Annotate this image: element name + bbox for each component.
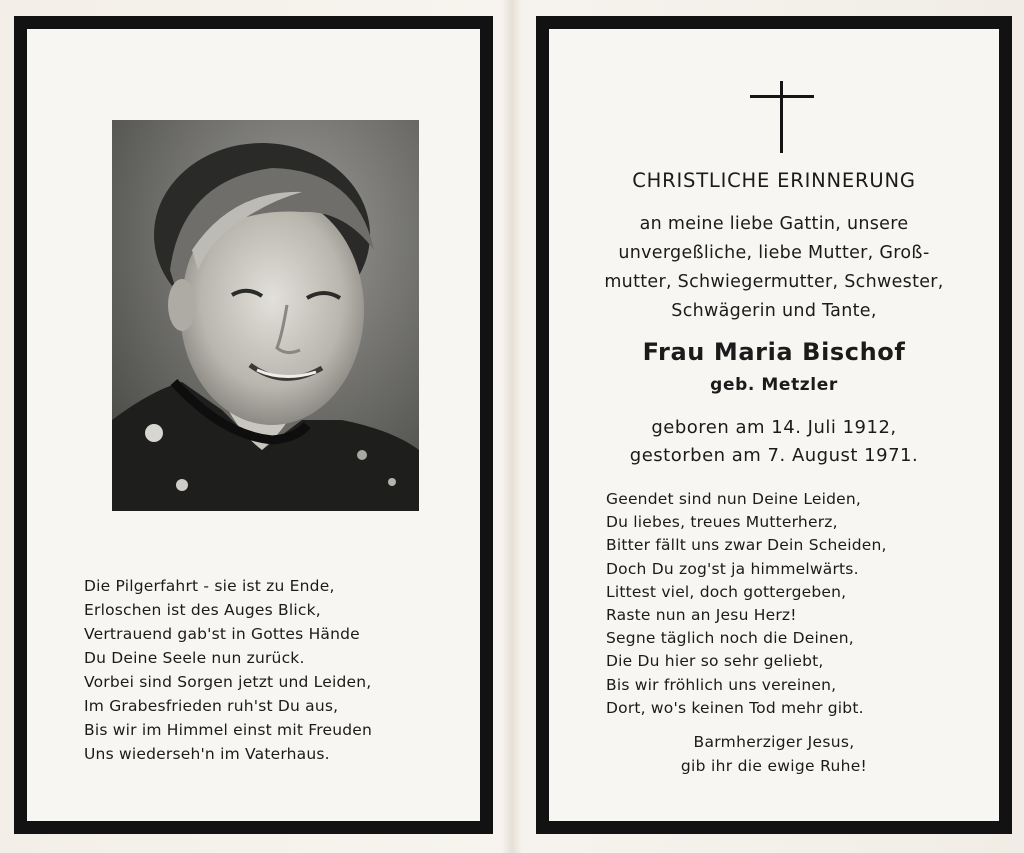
dedication-line: Schwägerin und Tante, (671, 301, 877, 321)
dedication-line: unvergeßliche, liebe Mutter, Groß- (618, 243, 930, 263)
portrait-photo (112, 120, 419, 511)
prayer-line: gib ihr die ewige Ruhe! (680, 757, 868, 775)
poem-line: Uns wiederseh'n im Vaterhaus. (84, 745, 330, 763)
right-poem (606, 488, 986, 720)
right-card (536, 16, 1012, 834)
poem-line: Du Deine Seele nun zurück. (84, 649, 305, 667)
dedication-text (549, 210, 999, 326)
life-dates (549, 414, 999, 470)
poem-line: Geendet sind nun Deine Leiden, (606, 490, 862, 508)
poem-line: Doch Du zog'st ja himmelwärts. (606, 559, 859, 578)
poem-line: Vertrauend gab'st in Gottes Hände (84, 625, 360, 643)
card-heading: CHRISTLICHE ERINNERUNG (632, 169, 916, 192)
poem-line: Littest viel, doch gottergeben, (606, 582, 847, 601)
poem-line: Bitter fällt uns zwar Dein Scheiden, (606, 536, 887, 555)
poem-line: Raste nun an Jesu Herz! (606, 606, 797, 625)
poem-line: Dort, wo's keinen Tod mehr gibt. (606, 698, 864, 717)
poem-line: Bis wir fröhlich uns vereinen, (606, 675, 837, 694)
deceased-name: Frau Maria Bischof (642, 338, 906, 366)
cross-icon (750, 81, 814, 153)
portrait-illustration (112, 120, 419, 511)
poem-line: Erloschen ist des Auges Blick, (84, 601, 321, 619)
death-date: gestorben am 7. August 1971. (629, 445, 919, 466)
poem-line: Bis wir im Himmel einst mit Freuden (84, 721, 373, 739)
poem-line: Segne täglich noch die Deinen, (606, 629, 854, 648)
poem-line: Die Du hier so sehr geliebt, (606, 652, 824, 671)
poem-line: Vorbei sind Sorgen jetzt und Leiden, (84, 673, 372, 691)
poem-line: Die Pilgerfahrt - sie ist zu Ende, (84, 577, 335, 595)
prayer-line: Barmherziger Jesus, (693, 733, 855, 751)
closing-prayer (549, 730, 999, 778)
birth-name: geb. Metzler (710, 375, 838, 395)
left-poem (84, 574, 464, 766)
birth-date: geboren am 14. Juli 1912, (651, 417, 897, 438)
poem-line: Du liebes, treues Mutterherz, (606, 513, 838, 532)
dedication-line: mutter, Schwiegermutter, Schwester, (604, 272, 944, 292)
poem-line: Im Grabesfrieden ruh'st Du aus, (84, 697, 339, 715)
left-card (14, 16, 493, 834)
dedication-line: an meine liebe Gattin, unsere (639, 214, 909, 234)
